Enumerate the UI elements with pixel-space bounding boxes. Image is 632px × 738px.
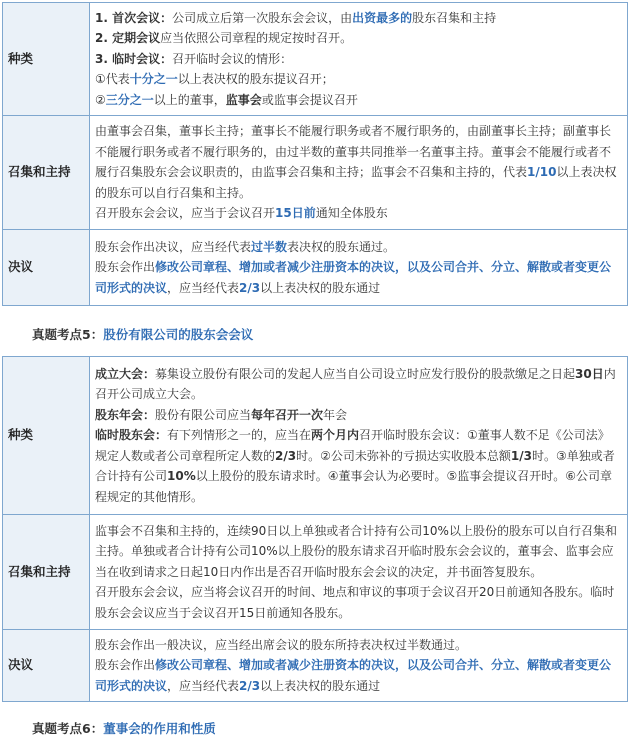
interim-meeting-line: 3. 临时会议：召开临时会议的情形： xyxy=(95,51,293,66)
row-value-convene: 监事会不召集和主持的，连续90日以上单独或者合计持有公司10%以上股份的股东可以自行召集和主持。单独或者合计持有公司10%以上股份的股东请求召开临时股东会会议的，董事会、监事会应当在收到请求之日起10日内作出是否召开临时股东会会议的决定，并书面答复股东。 召开股东会会议，应当将会议召开的时间、地点和审议的事项于会议召开20日前通知各股东。临时股东会会议应当于会议召开15日前通知各股东。 xyxy=(90,515,628,630)
jsc-meeting-table xyxy=(2,356,628,702)
llc-meeting-table xyxy=(2,2,628,306)
table-row xyxy=(3,357,628,515)
row-key-type: 种类 xyxy=(3,3,90,116)
regular-meeting-line: 2. 定期会议应当依照公司章程的规定按时召开。 xyxy=(95,31,353,46)
row-value-resolution: 股东会作出决议，应当经代表过半数表决权的股东通过。 股东会作出修改公司章程、增加或者减少注册资本的决议，以及公司合并、分立、解散或者变更公司形式的决议，应当经代表2/3以上表决权的股东通过 xyxy=(90,230,628,306)
table-row xyxy=(3,116,628,230)
row-value-convene: 由董事会召集，董事长主持；董事长不能履行职务或者不履行职务的，由副董事长主持；副董事长不能履行职务或者不履行职务的，由过半数的董事共同推举一名董事主持。董事会不能履行或者不履行召集股东会会议职责的，由监事会召集和主持；监事会不召集和主持的，代表1/10以上表决权的股东可以自行召集和主持。 召开股东会会议，应当于会议召开15日前通知全体股东 xyxy=(90,116,628,230)
row-key-convene: 召集和主持 xyxy=(3,515,90,630)
interim-case-1: ①代表十分之一以上表决权的股东提议召开； xyxy=(95,72,334,87)
section-heading-6: 真题考点6：董事会的作用和性质 xyxy=(32,721,216,736)
row-key-convene: 召集和主持 xyxy=(3,116,90,230)
row-key-resolution: 决议 xyxy=(3,630,90,702)
section-heading-5: 真题考点5：股份有限公司的股东会会议 xyxy=(32,327,254,342)
row-key-type: 种类 xyxy=(3,357,90,515)
row-value-type xyxy=(90,3,628,116)
table-row xyxy=(3,230,628,306)
row-key-resolution: 决议 xyxy=(3,230,90,306)
row-value-resolution: 股东会作出一般决议，应当经出席会议的股东所持表决权过半数通过。 股东会作出修改公司章程、增加或者减少注册资本的决议，以及公司合并、分立、解散或者变更公司形式的决议，应当经代表2/3以上表决权的股东通过 xyxy=(90,630,628,702)
table-row xyxy=(3,3,628,116)
interim-case-2: ②三分之一以上的董事，监事会或监事会提议召开 xyxy=(95,92,358,107)
first-meeting-line: 1. 首次会议：公司成立后第一次股东会会议，由出资最多的股东召集和主持 xyxy=(95,10,497,25)
row-value-type: 成立大会：募集设立股份有限公司的发起人应当自公司设立时应发行股份的股款缴足之日起30日内召开公司成立大会。 股东年会：股份有限公司应当每年召开一次年会 临时股东会：有下列情形之一的，应当在两个月内召开临时股东会议：①董事人数不足《公司法》规定人数或者公司章程所定人数的2/3时。②公司未弥补的亏损达实收股本总额1/3时。③单独或者合计持有公司10%以上股份的股东请求时。④董事会认为必要时。⑤监事会提议召开时。⑥公司章程规定的其他情形。 xyxy=(90,357,628,515)
table-row xyxy=(3,630,628,702)
table-row xyxy=(3,515,628,630)
